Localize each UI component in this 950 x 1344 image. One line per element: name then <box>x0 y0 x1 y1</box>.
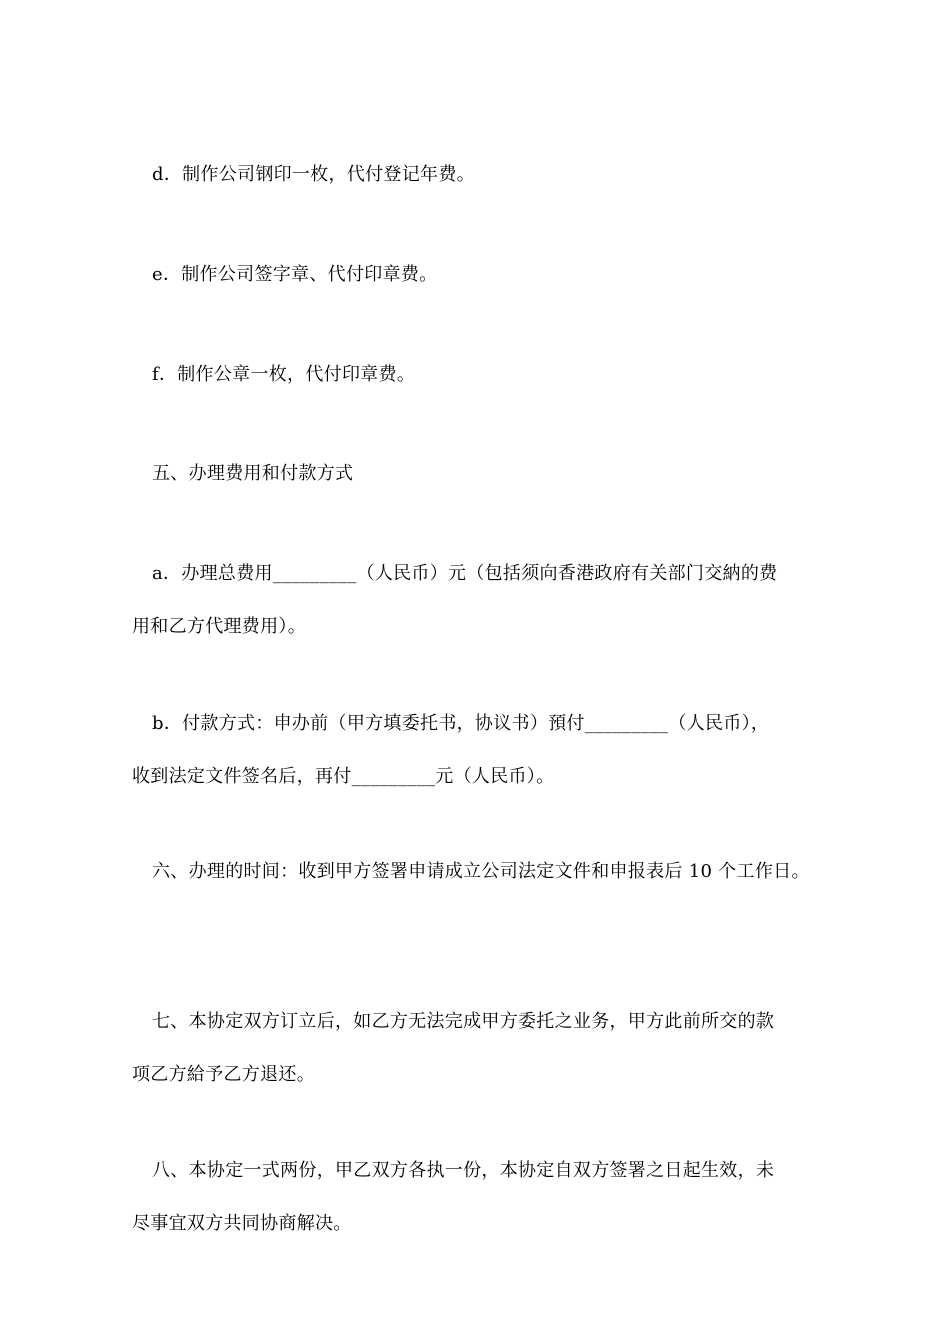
text-line: 六、办理的时间：收到甲方签署申请成立公司法定文件和申报表后 10 个工作日。 <box>152 861 810 882</box>
text-line: a．办理总费用_________（人民币）元（包括须向香港政府有关部门交納的费 <box>152 563 778 584</box>
text-line: d．制作公司钢印一枚，代付登记年费。 <box>152 164 475 185</box>
text-line: f．制作公章一枚，代付印章费。 <box>152 364 416 385</box>
text-line: e．制作公司签字章、代付印章费。 <box>152 264 438 285</box>
text-line: 八、本协定一式两份，甲乙双方各执一份，本协定自双方签署之日起生效，未 <box>152 1160 775 1181</box>
text-line: 五、办理费用和付款方式 <box>152 463 354 484</box>
section-heading-5 <box>132 447 832 500</box>
paragraph-item-e <box>132 248 832 301</box>
text-line: 项乙方給予乙方退还。 <box>132 1064 315 1085</box>
section-6-paragraph <box>132 845 832 898</box>
paragraph-item-5b <box>132 697 832 803</box>
text-line: b．付款方式：申办前（甲方填委托书，协议书）預付_________（人民币）， <box>152 713 770 734</box>
paragraph-item-5a <box>132 547 832 653</box>
text-line: 用和乙方代理费用）。 <box>132 616 306 637</box>
text-line: 收到法定文件签名后，再付_________元（人民币）。 <box>132 766 555 787</box>
section-8-paragraph <box>132 1144 832 1250</box>
section-7-paragraph <box>132 995 832 1101</box>
text-line: 七、本协定双方订立后，如乙方无法完成甲方委托之业务，甲方此前所交的款 <box>152 1011 775 1032</box>
text-line: 尽事宜双方共同协商解决。 <box>132 1213 352 1234</box>
paragraph-item-f <box>132 348 832 401</box>
paragraph-item-d <box>132 148 832 201</box>
